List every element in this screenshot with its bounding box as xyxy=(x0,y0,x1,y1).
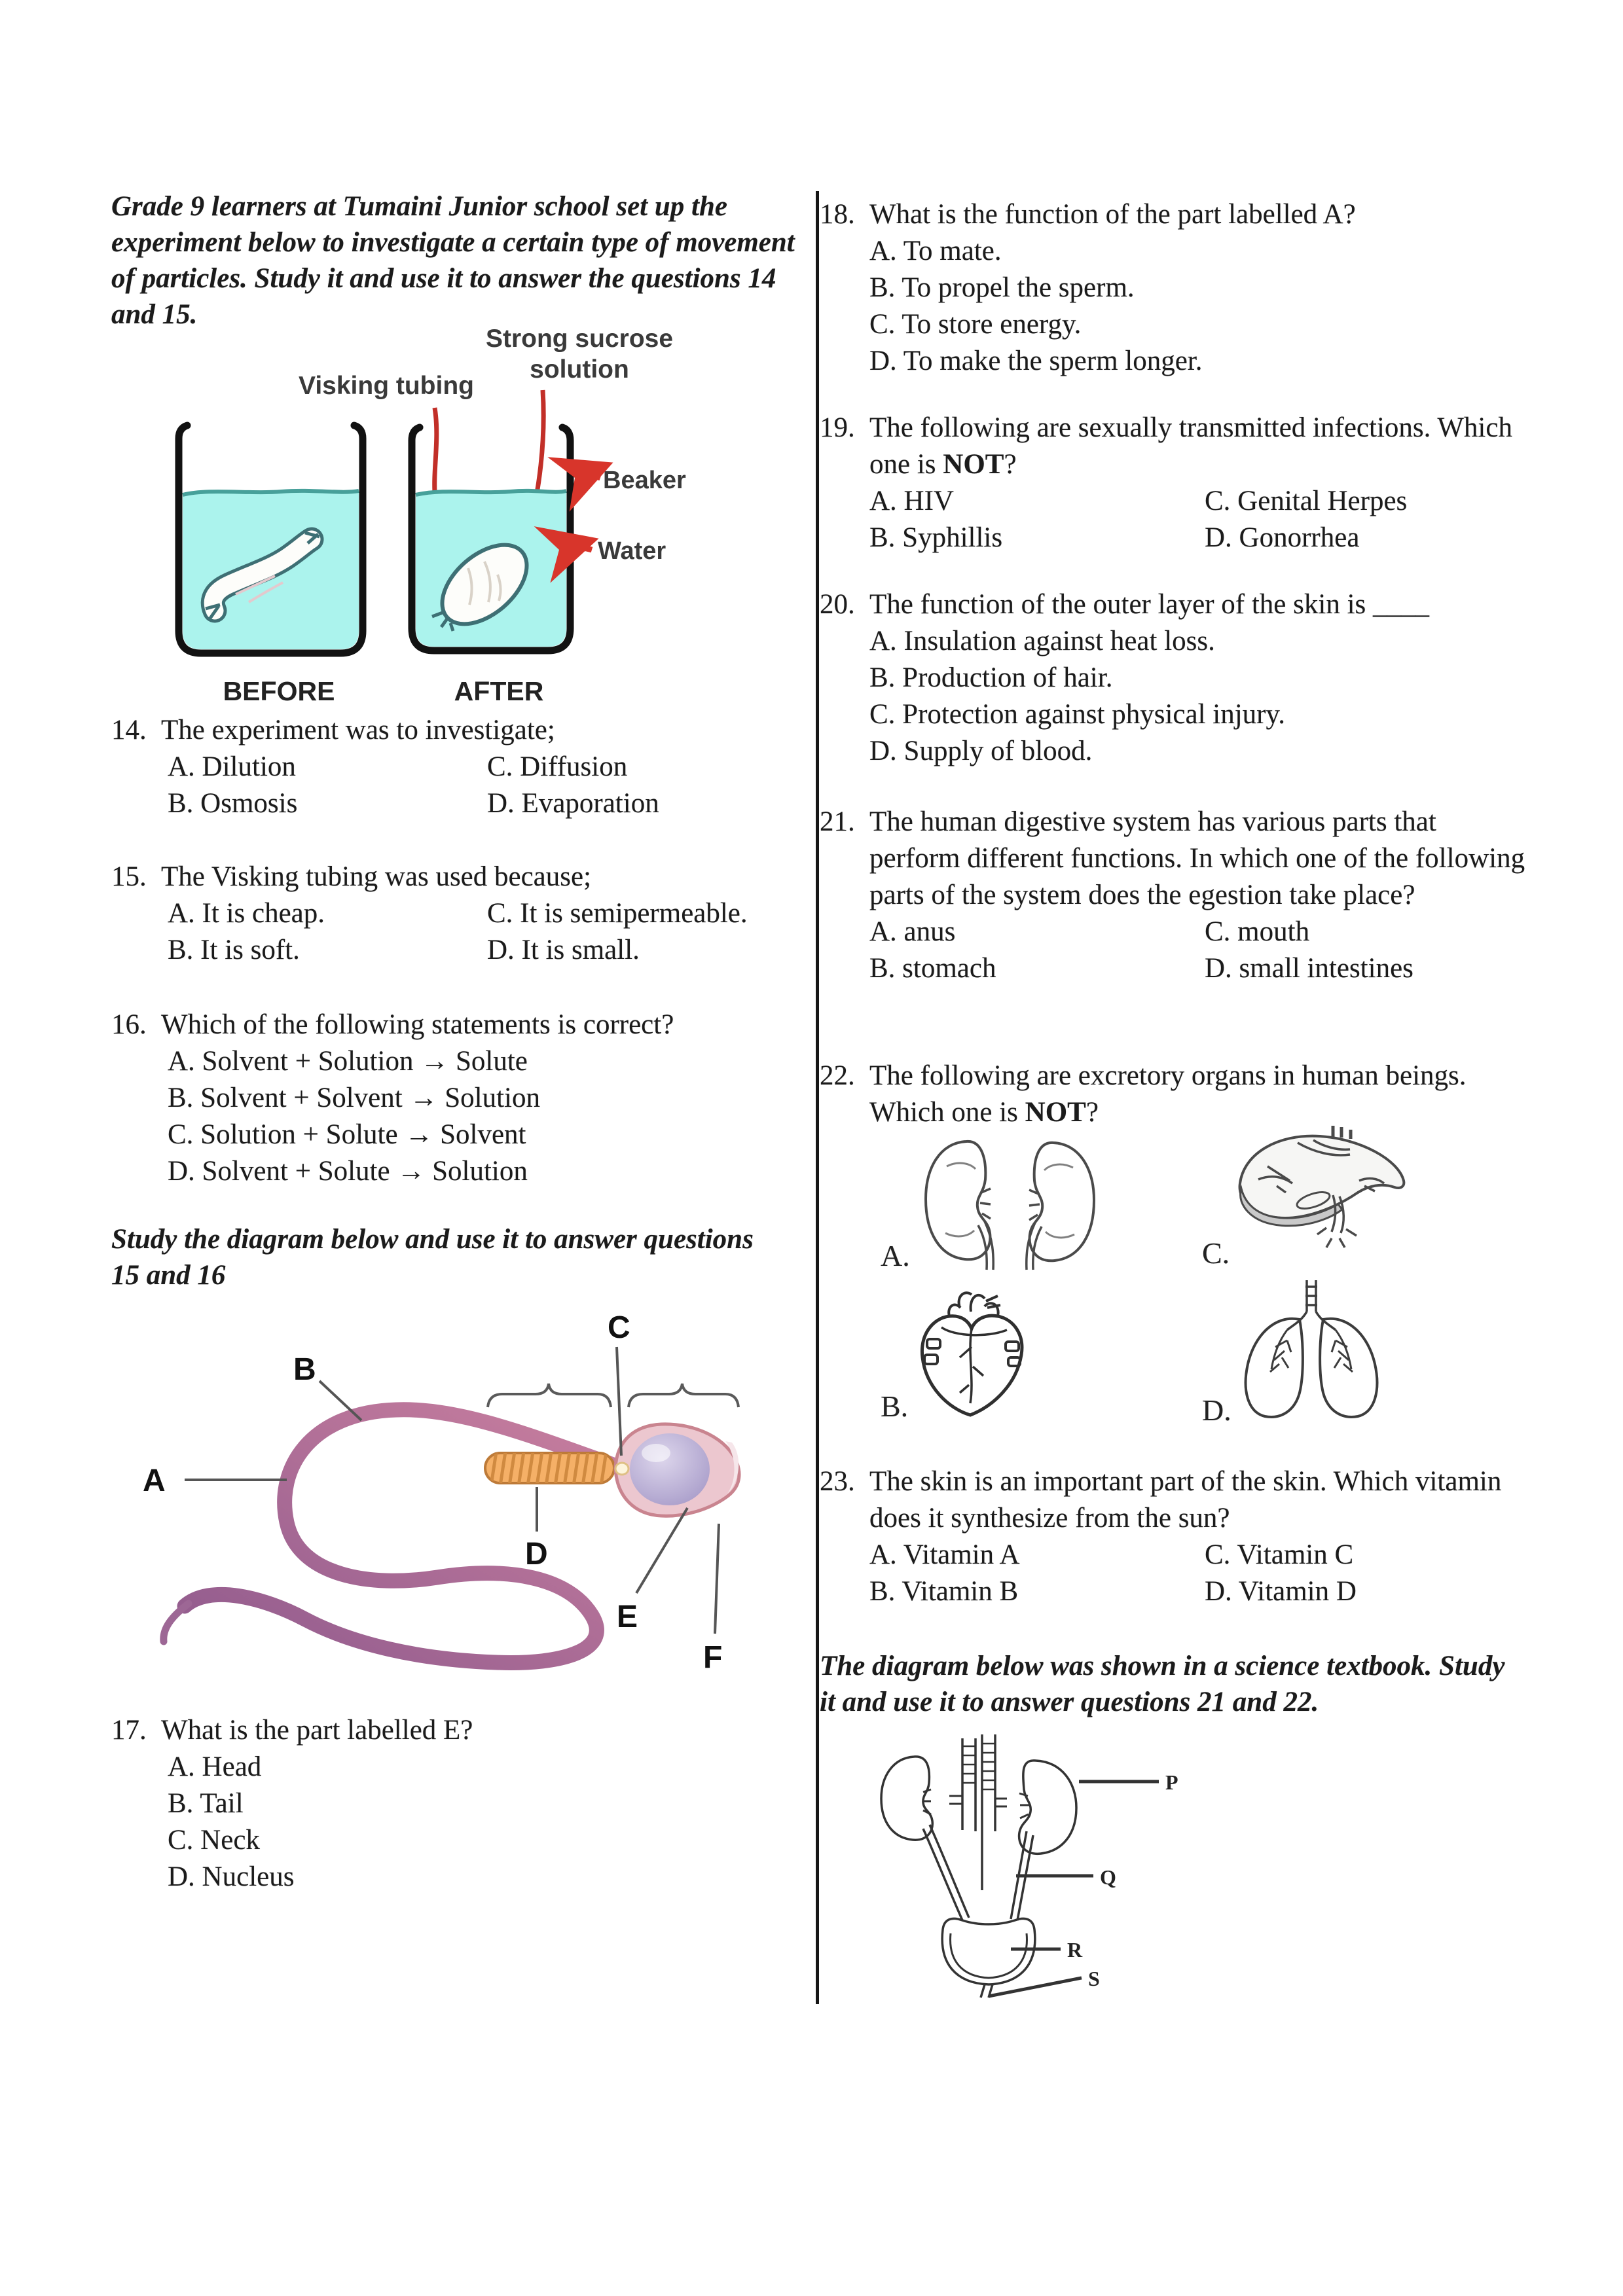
question-20 xyxy=(820,586,1527,770)
option: A. To mate. xyxy=(869,236,1002,266)
question-text: The function of the outer layer of the skin is ____ xyxy=(869,589,1430,620)
option: A. anus xyxy=(869,916,956,947)
question-number: 15. xyxy=(111,861,147,892)
lungs-image xyxy=(1236,1278,1385,1424)
label-d: D xyxy=(525,1537,548,1571)
question-21 xyxy=(820,804,1527,987)
label-s-line xyxy=(989,1978,1082,1996)
option: D. Nucleus xyxy=(168,1861,295,1892)
question-number: 22. xyxy=(820,1060,855,1091)
label-f-line xyxy=(715,1524,719,1634)
question-number: 20. xyxy=(820,589,855,620)
osmosis-experiment-diagram xyxy=(111,313,795,722)
question-number: 19. xyxy=(820,412,855,443)
option: B. Production of hair. xyxy=(869,662,1113,693)
blood-vessels xyxy=(949,1734,1007,1890)
question-text: The human digestive system has various parts that perform different functions. In which one of the following parts of the system does the egestion take place? xyxy=(869,806,1525,910)
question-text: The skin is an important part of the skin. Which vitamin does it synthesize from the sun? xyxy=(869,1466,1502,1534)
option: D. To make the sperm longer. xyxy=(869,346,1203,376)
column-divider xyxy=(816,191,819,2004)
label-s: S xyxy=(1088,1967,1100,1990)
not-emphasis: NOT xyxy=(943,449,1004,480)
option: B. It is soft. xyxy=(168,935,300,965)
kidney-left xyxy=(881,1757,932,1840)
option: A. Insulation against heat loss. xyxy=(869,626,1215,656)
beaker-arrow xyxy=(575,475,600,478)
question-text: What is the part labelled E? xyxy=(161,1715,473,1746)
beaker-label: Beaker xyxy=(603,467,686,494)
question-text: Which of the following statements is correct? xyxy=(161,1009,674,1040)
question-text: The following are excretory organs in human beings. Which one is NOT? xyxy=(869,1060,1467,1128)
question-text: The following are sexually transmitted infections. Which one is NOT? xyxy=(869,412,1512,480)
sucrose-label-line1: Strong sucrose xyxy=(485,325,674,353)
organ-option-a: A. xyxy=(881,1239,910,1272)
question-number: 18. xyxy=(820,199,855,230)
before-caption: BEFORE xyxy=(223,676,335,706)
ureters xyxy=(923,1825,1033,1920)
option: C. Protection against physical injury. xyxy=(869,699,1285,730)
label-f: F xyxy=(703,1640,723,1675)
option: A. Solvent + Solution → Solute xyxy=(168,1046,528,1077)
label-r: R xyxy=(1067,1938,1083,1962)
option: D. It is small. xyxy=(487,935,640,965)
urinary-diagram-note: The diagram below was shown in a science textbook. Study it and use it to answer questions 21 and 22. xyxy=(820,1651,1505,1717)
question-text: The Visking tubing was used because; xyxy=(161,861,592,892)
question-17 xyxy=(111,1712,799,1895)
visking-tubing-label: Visking tubing xyxy=(299,372,474,400)
option: D. Supply of blood. xyxy=(869,736,1093,766)
midpiece-brace xyxy=(488,1384,611,1407)
question-22 xyxy=(820,1058,1527,1131)
label-q: Q xyxy=(1100,1865,1116,1889)
bladder xyxy=(942,1918,1035,1998)
option: B. Osmosis xyxy=(168,788,298,819)
sperm-nucleus xyxy=(630,1433,710,1505)
option: D. Evaporation xyxy=(487,788,659,819)
option: C. mouth xyxy=(1205,916,1310,947)
liver-image xyxy=(1235,1123,1410,1257)
option: C. Diffusion xyxy=(487,751,628,782)
question-number: 16. xyxy=(111,1009,147,1040)
label-b: B xyxy=(293,1352,316,1387)
label-c-line xyxy=(617,1347,621,1456)
water-label: Water xyxy=(598,537,666,565)
question-23 xyxy=(820,1463,1527,1610)
intro-note: Grade 9 learners at Tumaini Junior school set up the experiment below to investigate a certain type of movement of particles. Study it and use it to answer the questions 14 and 15. xyxy=(111,191,795,330)
after-caption: AFTER xyxy=(454,676,544,706)
label-a: A xyxy=(143,1463,166,1498)
option: D. Vitamin D xyxy=(1205,1576,1357,1607)
option: C. Genital Herpes xyxy=(1205,486,1408,516)
heart-image xyxy=(909,1282,1038,1420)
option: B. Solvent + Solvent → Solution xyxy=(168,1083,540,1113)
label-p: P xyxy=(1165,1770,1178,1794)
question-text: The experiment was to investigate; xyxy=(161,715,555,745)
question-16 xyxy=(111,1007,799,1190)
sperm-diagram-note: Study the diagram below and use it to answer questions 15 and 16 xyxy=(111,1224,754,1291)
kidney-right xyxy=(1019,1761,1076,1854)
question-14 xyxy=(111,712,799,822)
sperm-diagram xyxy=(111,1301,795,1694)
option: C. It is semipermeable. xyxy=(487,898,748,929)
organ-option-b: B. xyxy=(881,1390,909,1423)
question-number: 17. xyxy=(111,1715,147,1746)
question-number: 21. xyxy=(820,806,855,837)
option: A. Vitamin A xyxy=(869,1539,1020,1570)
organ-option-d: D. xyxy=(1202,1393,1231,1427)
option: B. Tail xyxy=(168,1788,244,1819)
sperm-head xyxy=(615,1424,739,1516)
question-19 xyxy=(820,410,1527,556)
urinary-system-diagram xyxy=(871,1733,1211,2015)
option: A. Dilution xyxy=(168,751,296,782)
label-e-line xyxy=(636,1508,687,1593)
not-emphasis: NOT xyxy=(1025,1097,1086,1128)
head-brace xyxy=(629,1384,739,1407)
option: D. Solvent + Solute → Solution xyxy=(168,1156,528,1187)
label-e: E xyxy=(617,1600,638,1634)
option: D. small intestines xyxy=(1205,953,1413,984)
organ-option-c: C. xyxy=(1202,1236,1230,1270)
option: B. stomach xyxy=(869,953,996,984)
option: C. Neck xyxy=(168,1825,260,1856)
label-c: C xyxy=(608,1310,630,1345)
question-18 xyxy=(820,196,1527,380)
sperm-midpiece xyxy=(485,1452,614,1486)
sucrose-label-line2: solution xyxy=(530,355,629,384)
option: A. Head xyxy=(168,1751,262,1782)
option: D. Gonorrhea xyxy=(1205,522,1360,553)
option: A. HIV xyxy=(869,486,954,516)
option: C. To store energy. xyxy=(869,309,1082,340)
option: C. Vitamin C xyxy=(1205,1539,1354,1570)
sperm-tail xyxy=(164,1410,617,1663)
before-beaker xyxy=(179,425,363,653)
question-text: What is the function of the part labelled A? xyxy=(869,199,1356,230)
water-arrow xyxy=(559,547,592,550)
option: B. Syphillis xyxy=(869,522,1003,553)
option: A. It is cheap. xyxy=(168,898,325,929)
option: B. Vitamin B xyxy=(869,1576,1019,1607)
kidneys-image xyxy=(919,1135,1101,1271)
option: C. Solution + Solute → Solvent xyxy=(168,1119,526,1150)
question-number: 14. xyxy=(111,715,147,745)
question-15 xyxy=(111,859,799,969)
question-number: 23. xyxy=(820,1466,855,1497)
option: B. To propel the sperm. xyxy=(869,272,1135,303)
